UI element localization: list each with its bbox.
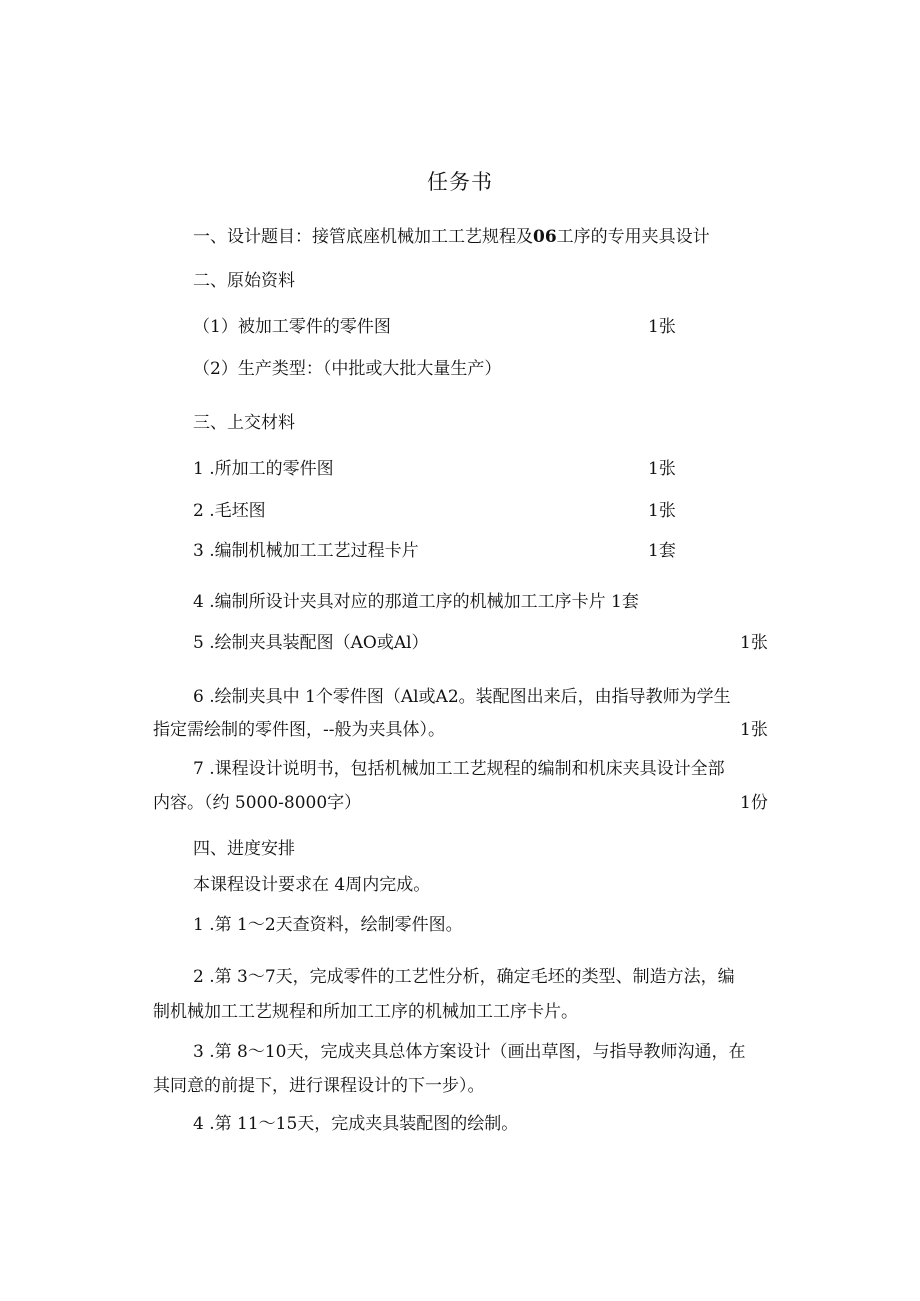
section3-item-6-line2: 指定需绘制的零件图，--般为夹具体）。 — [153, 720, 445, 740]
section4-step-4: 4 .第 11～15天，完成夹具装配图的绘制。 — [193, 1114, 519, 1134]
section4-step-2-line1: 2 .第 3～7天，完成零件的工艺性分析，确定毛坯的类型、制造方法，编 — [193, 967, 735, 987]
section1-design-topic — [193, 226, 710, 248]
section1-label: 一、设计题目：接管底座机械加工工艺规程及 — [193, 227, 533, 247]
section1-tail: 工序的专用夹具设计 — [556, 227, 710, 247]
section4-heading: 四、进度安排 — [193, 839, 295, 859]
section4-step-3-line1: 3 .第 8～10天，完成夹具总体方案设计（画出草图，与指导教师沟通，在 — [193, 1042, 746, 1062]
section3-item-5: 5 .绘制夹具装配图（AO或Al） — [193, 633, 429, 653]
section3-item-7-line2: 内容。（约 5000-8000字） — [153, 793, 362, 813]
section4-step-1: 1 .第 1～2天查资料，绘制零件图。 — [193, 915, 463, 935]
section3-item-7-qty: 1份 — [740, 793, 768, 813]
section3-item-2-qty: 1张 — [648, 501, 676, 521]
section2-item-2: （2）生产类型：（中批或大批大量生产） — [193, 359, 502, 379]
section3-item-3-qty: 1套 — [648, 541, 676, 561]
section3-item-1-qty: 1张 — [648, 459, 676, 479]
section3-item-6-line1: 6 .绘制夹具中 1个零件图（Al或A2。装配图出来后，由指导教师为学生 — [193, 687, 731, 707]
section3-item-7-line1: 7 .课程设计说明书，包括机械加工工艺规程的编制和机床夹具设计全部 — [193, 759, 725, 779]
page-title: 任务书 — [427, 170, 493, 194]
section2-item-1-qty: 1张 — [648, 317, 676, 337]
section2-item-1: （1）被加工零件的零件图 — [193, 317, 391, 337]
section1-process-number: 06 — [533, 227, 557, 247]
section4-step-2-line2: 制机械加工工艺规程和所加工工序的机械加工工序卡片。 — [153, 1002, 578, 1022]
section3-item-6-qty: 1张 — [740, 720, 768, 740]
section3-item-3: 3 .编制机械加工工艺过程卡片 — [193, 541, 419, 561]
section2-heading: 二、原始资料 — [193, 271, 295, 291]
section3-item-5-qty: 1张 — [740, 633, 768, 653]
section3-item-2: 2 .毛坯图 — [193, 501, 266, 521]
section3-item-4: 4 .编制所设计夹具对应的那道工序的机械加工工序卡片 1套 — [193, 592, 639, 612]
section3-item-1: 1 .所加工的零件图 — [193, 459, 334, 479]
section4-step-3-line2: 其同意的前提下，进行课程设计的下一步）。 — [153, 1076, 485, 1096]
section3-heading: 三、上交材料 — [193, 413, 295, 433]
section4-intro: 本课程设计要求在 4周内完成。 — [193, 875, 431, 895]
